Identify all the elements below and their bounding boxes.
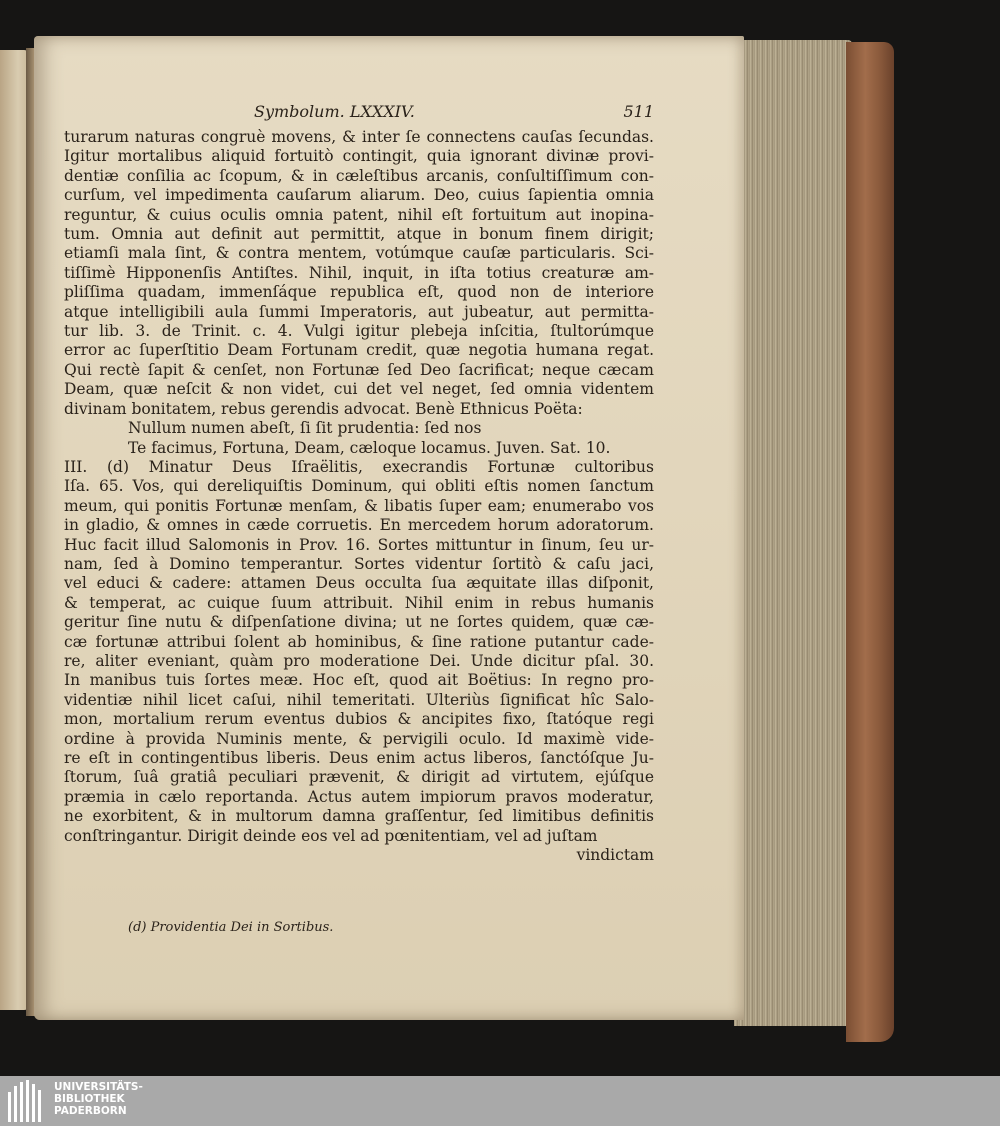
- text-line: vindictam: [576, 846, 654, 865]
- text-line: Huc facit illud Salomonis in Prov. 16. Sortes mittuntur in ſinum, ſeu ur-: [64, 535, 654, 554]
- book-cover-edge: [846, 42, 894, 1042]
- text-line: III. (d) Minatur Deus Iſraëlitis, execrandis Fortunæ cultoribus: [64, 457, 654, 476]
- text-line: ordine à provida Numinis mente, & pervigili oculo. Id maximè vide-: [64, 729, 654, 748]
- library-name-line-3: PADERBORN: [54, 1105, 127, 1117]
- text-line: tur lib. 3. de Trinit. c. 4. Vulgi igitur plebeja inſcitia, ſtultorúmque: [64, 322, 654, 341]
- text-line: dentiæ conſilia ac ſcopum, & in cæleſtibus arcanis, conſultiſſimum con-: [64, 166, 654, 185]
- text-line: Iſa. 65. Vos, qui dereliquiſtis Dominum, qui obliti eſtis nomen ſanctum: [64, 477, 654, 496]
- library-logo-icon: [8, 1080, 48, 1122]
- footnote: (d) Providentia Dei in Sortibus.: [128, 920, 334, 935]
- text-line: & temperat, ac cuique ſuum attribuit. Nihil enim in rebus humanis: [64, 593, 654, 612]
- text-line: Qui rectè ſapit & cenſet, non Fortunæ ſed Deo ſacrificat; neque cæcam: [64, 360, 654, 379]
- running-header: [64, 102, 654, 128]
- text-line: conſtringantur. Dirigit deinde eos vel ad pœnitentiam, vel ad juſtam: [64, 826, 598, 845]
- text-line: nam, ſed à Domino temperantur. Sortes videntur ſortitò & caſu jaci,: [64, 554, 654, 573]
- text-line: re, aliter eveniant, quàm pro moderatione Dei. Unde dicitur pſal. 30.: [64, 651, 654, 670]
- text-line: præmia in cælo reportanda. Actus autem impiorum pravos moderatur,: [64, 787, 654, 806]
- text-line: meum, qui ponitis Fortunæ menſam, & libatis ſuper eam; enumerabo vos: [64, 496, 654, 515]
- text-line: ne exorbitent, & in multorum damna graſſentur, ſed limitibus definitis: [64, 807, 654, 826]
- text-line: videntiæ nihil licet caſui, nihil temeritati. Ulteriùs ſignificat hîc Salo-: [64, 690, 654, 709]
- text-line: re eſt in contingentibus liberis. Deus enim actus liberos, ſanctóſque Ju-: [64, 749, 654, 767]
- text-line: Deam, quæ neſcit & non videt, cui det vel neget, ſed omnia videntem: [64, 380, 654, 399]
- text-line: In manibus tuis ſortes meæ. Hoc eſt, quod ait Boëtius: In regno pro-: [64, 671, 654, 690]
- text-line: mon, mortalium rerum eventus dubios & ancipites fixo, ſtatóque regi: [64, 710, 654, 729]
- text-line: tiſſimè Hipponenſis Antiſtes. Nihil, inquit, in iſta totius creaturæ am-: [64, 263, 654, 282]
- text-line: cæ fortunæ attribui ſolent ab hominibus, & ſine ratione putantur cade-: [64, 632, 654, 651]
- page-stack-edges: [734, 40, 852, 1026]
- text-line: Igitur mortalibus aliquid fortuitò contingit, quia ignorant divinæ provi-: [64, 147, 654, 166]
- text-line: divinam bonitatem, rebus gerendis advocat. Benè Ethnicus Poëta:: [64, 399, 583, 418]
- text-line: geritur ſine nutu & diſpenſatione divina; ut ne ſortes quidem, quæ cæ-: [64, 613, 654, 632]
- text-line: pliſſima quadam, immenſáque republica eſt, quod non de interiore: [64, 283, 654, 302]
- page-number: 511: [623, 102, 654, 121]
- text-line: turarum naturas congruè movens, & inter ſe connectens cauſas ſecundas.: [64, 128, 654, 146]
- library-name: [54, 1081, 143, 1117]
- text-line: etiamſi mala ſint, & contra mentem, votúmque cauſæ particularis. Sci-: [64, 244, 654, 263]
- library-footer-bar: [0, 1076, 1000, 1126]
- text-line: tum. Omnia aut definit aut permittit, atque in bonum finem dirigit;: [64, 225, 654, 244]
- header-title: Symbolum. LXXXIV.: [254, 102, 415, 121]
- text-line: Nullum numen abeſt, ſi ſit prudentia: ſed nos: [128, 419, 482, 438]
- body-text: [64, 128, 654, 865]
- library-name-line-2: BIBLIOTHEK: [54, 1093, 125, 1105]
- text-line: atque intelligibili aula ſummi Imperatoris, aut jubeatur, aut permitta-: [64, 302, 654, 321]
- text-line: vel educi & cadere: attamen Deus occulta ſua æquitate illas diſponit,: [64, 574, 654, 593]
- text-line: error ac ſuperſtitio Deam Fortunam credit, quæ negotia humana regat.: [64, 341, 654, 360]
- text-line: curſum, vel impedimenta cauſarum aliarum. Deo, cuius ſapientia omnia: [64, 186, 654, 205]
- text-line: ſtorum, ſuâ gratiâ peculiari prævenit, & dirigit ad virtutem, ejúſque: [64, 768, 654, 787]
- page-text-block: [64, 102, 654, 865]
- text-line: Te facimus, Fortuna, Deam, cæloque locamus. Juven. Sat. 10.: [128, 438, 611, 457]
- library-name-line-1: UNIVERSITÄTS-: [54, 1081, 143, 1093]
- text-line: reguntur, & cuius oculis omnia patent, nihil eſt fortuitum aut inopina-: [64, 205, 654, 224]
- text-line: in gladio, & omnes in cæde corruetis. En mercedem horum adoratorum.: [64, 516, 654, 535]
